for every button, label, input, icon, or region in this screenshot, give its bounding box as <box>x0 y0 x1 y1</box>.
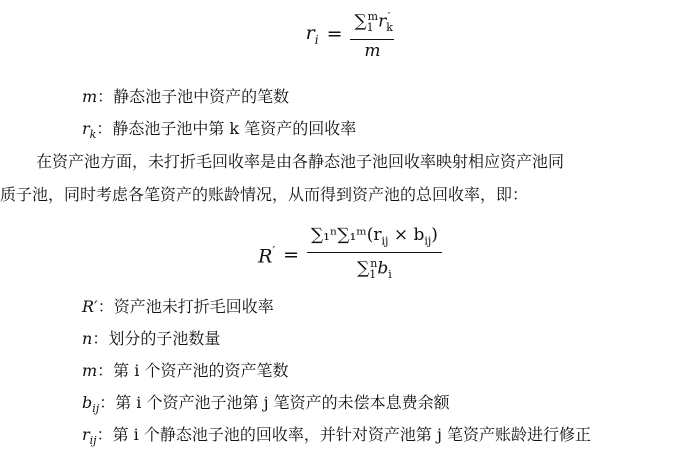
definition-rk: $r_k$：静态池子池中第 k 笔资产的回收率 <box>82 119 357 142</box>
paragraph-line-1: 在资产池方面，未打折毛回收率是由各静态池子池回收率映射相应资产池同 <box>36 152 565 171</box>
equals-sign-2: = <box>283 244 300 267</box>
definition-r-prime: R′：资产池未打折毛回收率 <box>82 297 274 316</box>
formula-r-prime-numerator: $\sum_1^n\sum_1ᵐ(r_{ij} \times b_{ij})$ <box>307 224 442 253</box>
definition-rij: $r_{ij}$：第 i 个静态池子池的回收率，并针对资产池第 j 笔资产账龄进行修正 <box>82 425 592 448</box>
paragraph-line-2: 质子池，同时考虑各笔资产的账龄情况，从而得到资产池的总回收率，即： <box>0 185 529 204</box>
formula-r-prime <box>0 224 700 286</box>
formula-r-prime-denominator: $\sum_1^nb_i$ <box>357 257 392 282</box>
definition-n: n：划分的子池数量 <box>82 329 221 348</box>
formula-ri <box>0 6 700 62</box>
formula-ri-fraction <box>350 6 394 62</box>
formula-ri-numerator: $\sum_1^mr_k'$ <box>350 6 394 40</box>
formula-r-prime-fraction <box>307 224 442 286</box>
equals-sign: = <box>326 23 343 46</box>
formula-ri-denominator: m <box>364 41 381 62</box>
formula-r-prime-lhs: R′ <box>258 243 276 267</box>
definition-m-2: m：第 i 个资产池的资产笔数 <box>82 361 289 380</box>
formula-ri-lhs: $r_i$ <box>305 21 319 47</box>
definition-m: m：静态池子池中资产的笔数 <box>82 87 290 106</box>
definition-bij: $b_{ij}$：第 i 个资产池子池第 j 笔资产的未偿本息费余额 <box>82 393 450 416</box>
